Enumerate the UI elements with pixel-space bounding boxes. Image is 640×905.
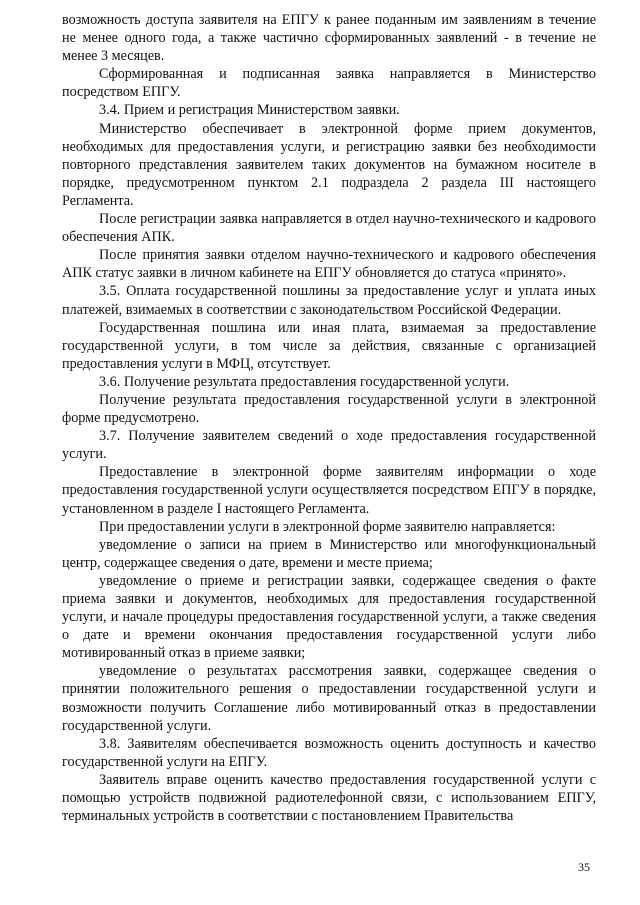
paragraph: Предоставление в электронной форме заявителям информации о ходе предоставления государственной услуги осуществляется посредством ЕПГУ в порядке, установленном в разделе I настоящего Регламента.	[62, 464, 596, 517]
section-heading-3-5: 3.5. Оплата государственной пошлины за предоставление услуг и уплата иных платежей, взимаемых в соответствии с законодательством Российской Федерации.	[62, 283, 596, 318]
section-heading-3-6: 3.6. Получение результата предоставления государственной услуги.	[99, 373, 510, 390]
paragraph: Сформированная и подписанная заявка направляется в Министерство посредством ЕПГУ.	[62, 66, 596, 101]
paragraph: После регистрации заявка направляется в отдел научно-технического и кадрового обеспечения АПК.	[62, 211, 596, 246]
section-heading-3-4: 3.4. Прием и регистрация Министерством заявки.	[99, 102, 400, 119]
page-number: 35	[578, 860, 590, 874]
list-item: уведомление о результатах рассмотрения заявки, содержащее сведения о принятии положительного решения о предоставлении государственной услуги и возможности получить Соглашение либо мотивированный отказ в предоставлении государственной услуги.	[62, 663, 596, 734]
paragraph: Получение результата предоставления государственной услуги в электронной форме предусмотрено.	[62, 391, 596, 427]
document-body	[62, 11, 596, 825]
paragraph-continued: возможность доступа заявителя на ЕПГУ к ранее поданным им заявлениям в течение не менее одного года, а также частично сформированных заявлений - в течение не менее 3 месяцев.	[62, 12, 596, 65]
paragraph: После принятия заявки отделом научно-технического и кадрового обеспечения АПК статус заявки в личном кабинете на ЕПГУ обновляется до статуса «принято».	[62, 247, 596, 282]
section-heading-3-8: 3.8. Заявителям обеспечивается возможность оценить доступность и качество государственной услуги на ЕПГУ.	[62, 735, 596, 770]
paragraph: Государственная пошлина или иная плата, взимаемая за предоставление государственной услуги, в том числе за действия, связанные с организацией предоставления услуги в МФЦ, отсутствует.	[62, 319, 596, 372]
paragraph: Министерство обеспечивает в электронной форме прием документов, необходимых для предоставления услуги, и регистрацию заявки без необходимости повторного представления заявителем таких документов на бумажном носителе в порядке, предусмотренном пунктом 2.1 подраздела 2 раздела III настоящего Регламента.	[62, 120, 596, 209]
list-item: уведомление о записи на прием в Министерство или многофункциональный центр, содержащее сведения о дате, времени и месте приема;	[62, 536, 596, 571]
list-item: уведомление о приеме и регистрации заявки, содержащее сведения о факте приема заявки и документов, необходимых для предоставления государственной услуги, и начале процедуры предоставления государственной услуги, а также сведения о дате и времени окончания предоставления государственной услуги либо мотивированный отказ в приеме заявки;	[62, 572, 596, 662]
paragraph: При предоставлении услуги в электронной форме заявителю направляется:	[99, 518, 556, 535]
paragraph: Заявитель вправе оценить качество предоставления государственной услуги с помощью устройств подвижной радиотелефонной связи, с использованием ЕПГУ, терминальных устройств в соответствии с постановлением Правительства	[62, 771, 596, 825]
section-heading-3-7: 3.7. Получение заявителем сведений о ходе предоставления государственной услуги.	[62, 428, 596, 463]
